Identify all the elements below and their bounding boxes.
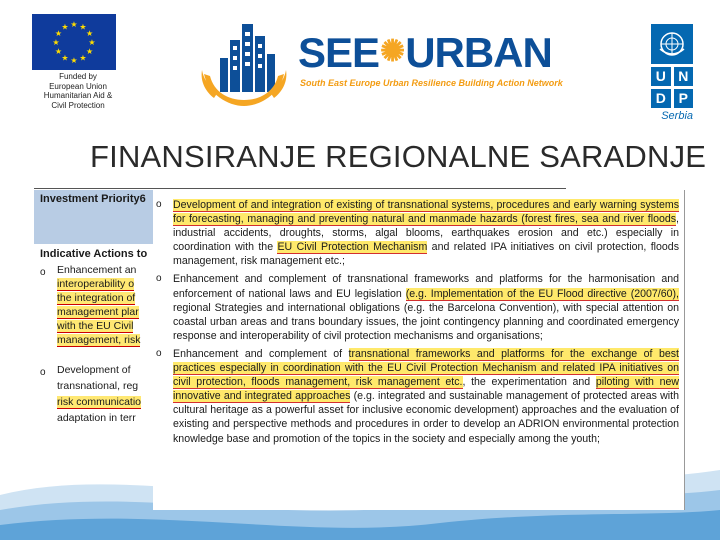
bullet-icon: o xyxy=(156,273,162,285)
back-line: risk communicatio xyxy=(57,396,142,408)
action-item-1 xyxy=(156,198,679,268)
highlighted-text: piloting with new innovative and integrated approaches xyxy=(173,376,680,403)
undp-letter: U xyxy=(651,67,671,86)
indicative-actions-label: Indicative Actions to xyxy=(40,248,148,260)
undp-letter: D xyxy=(651,89,671,108)
see-wordmark-left: SEE xyxy=(298,29,380,76)
eu-star-icon: ★ xyxy=(61,53,69,63)
eu-star-icon: ★ xyxy=(54,29,62,38)
action-item-2 xyxy=(156,272,679,342)
back-line: adaptation in terr xyxy=(57,412,136,424)
back-line: management plar xyxy=(57,306,139,318)
body-text: , the experimentation and xyxy=(462,376,596,389)
highlighted-text: Development of and integration of existing of transnational systems, procedures and early warning systems for forecasting, managing and preventing natural and manmade hazards (forest fires, sea and river floods xyxy=(173,199,679,226)
eu-stars-icon xyxy=(32,14,116,70)
undp-country: Serbia xyxy=(661,110,693,122)
eu-caption-line: Civil Protection xyxy=(51,100,105,110)
undp-letter: N xyxy=(674,67,694,86)
bullet-icon: o xyxy=(40,367,46,378)
body-text: regional Strategies and international obligations (e.g. the Barcelona Convention), with special attention on coastal urban areas and trans boundary issues, the joint contingency planning and coordinated emergency response and interoperability of civil protection mechanisms and organisations; xyxy=(173,301,679,342)
eu-caption-line: European Union xyxy=(49,81,107,91)
eu-flag-logo xyxy=(32,14,116,70)
bullet-icon: o xyxy=(156,347,162,359)
back-line: Enhancement an xyxy=(57,264,137,276)
bullet-icon: o xyxy=(156,199,162,210)
un-globe-icon xyxy=(651,24,693,64)
see-urban-buildings-icon xyxy=(198,18,290,114)
eu-star-icon: ★ xyxy=(88,38,96,47)
back-line: management, risk xyxy=(57,334,141,346)
back-line: with the EU Civil xyxy=(57,320,134,332)
highlighted-text: transnational frameworks and platforms for the exchange of best practices especially in coordination with the EU Civil Protection Mechanism and related IPA initiatives on civil protection, floods management, risk management etc. xyxy=(173,347,679,389)
eu-star-icon: ★ xyxy=(79,53,87,63)
undp-letter: P xyxy=(674,89,694,108)
investment-priority-label: Investment Priority6 xyxy=(40,193,146,205)
eu-star-icon: ★ xyxy=(79,22,87,32)
back-actions-list xyxy=(40,264,160,444)
eu-star-icon: ★ xyxy=(86,47,94,56)
body-text: Enhancement and complement of transnational frameworks and platforms for the harmonisation and enforcement of national laws and EU legislation xyxy=(173,273,679,300)
highlighted-text: EU Civil Protection Mechanism xyxy=(277,241,428,254)
sun-icon: ✺ xyxy=(380,35,405,68)
eu-star-icon: ★ xyxy=(61,22,69,32)
eu-caption-line: Funded by xyxy=(59,72,97,81)
back-line: Development of xyxy=(57,364,131,376)
eu-caption-line: Humanitarian Aid & xyxy=(43,91,113,100)
actions-list xyxy=(156,198,680,450)
back-line: interoperability o xyxy=(57,278,135,290)
eu-star-icon: ★ xyxy=(86,29,94,38)
undp-logo xyxy=(651,24,693,122)
eu-funding-caption xyxy=(28,72,128,110)
body-text: Enhancement and complement of xyxy=(173,347,349,360)
bullet-icon: o xyxy=(40,267,46,278)
document-excerpt xyxy=(153,190,685,510)
body-text: (e.g. integrated and sustainable management of protected areas with cultural heritage as a powerful asset for inclusive economic development) approaches and the evaluation of existing and perspective methods and procedures in order to develop an ADRION environmental protection knowledge base and promotion of the topics in the society and especially among the youth; xyxy=(173,390,679,445)
eu-star-icon: ★ xyxy=(52,38,60,47)
see-wordmark-right: URBAN xyxy=(405,29,552,76)
highlighted-text: (e.g. Implementation of the EU Flood directive (2007/60), xyxy=(405,287,679,300)
body-text: and related IPA initiatives on civil protection, floods management, risk management etc.; xyxy=(173,241,679,268)
eu-star-icon: ★ xyxy=(54,47,62,56)
slide-title: FINANSIRANJE REGIONALNE SARADNJE xyxy=(90,139,707,174)
see-urban-wordmark xyxy=(298,30,552,75)
eu-star-icon: ★ xyxy=(70,20,78,29)
see-urban-subtitle: South East Europe Urban Resilience Building Action Network xyxy=(300,78,563,88)
table-top-rule xyxy=(34,188,566,189)
body-text: , industrial accidents, droughts, storms, algal blooms, earthquakes erosion and etc.) especially in coordination with the xyxy=(173,213,679,254)
eu-star-icon: ★ xyxy=(70,56,78,65)
back-line: transnational, reg xyxy=(57,380,139,392)
action-item-3 xyxy=(156,347,680,446)
back-line: the integration of xyxy=(57,292,136,304)
